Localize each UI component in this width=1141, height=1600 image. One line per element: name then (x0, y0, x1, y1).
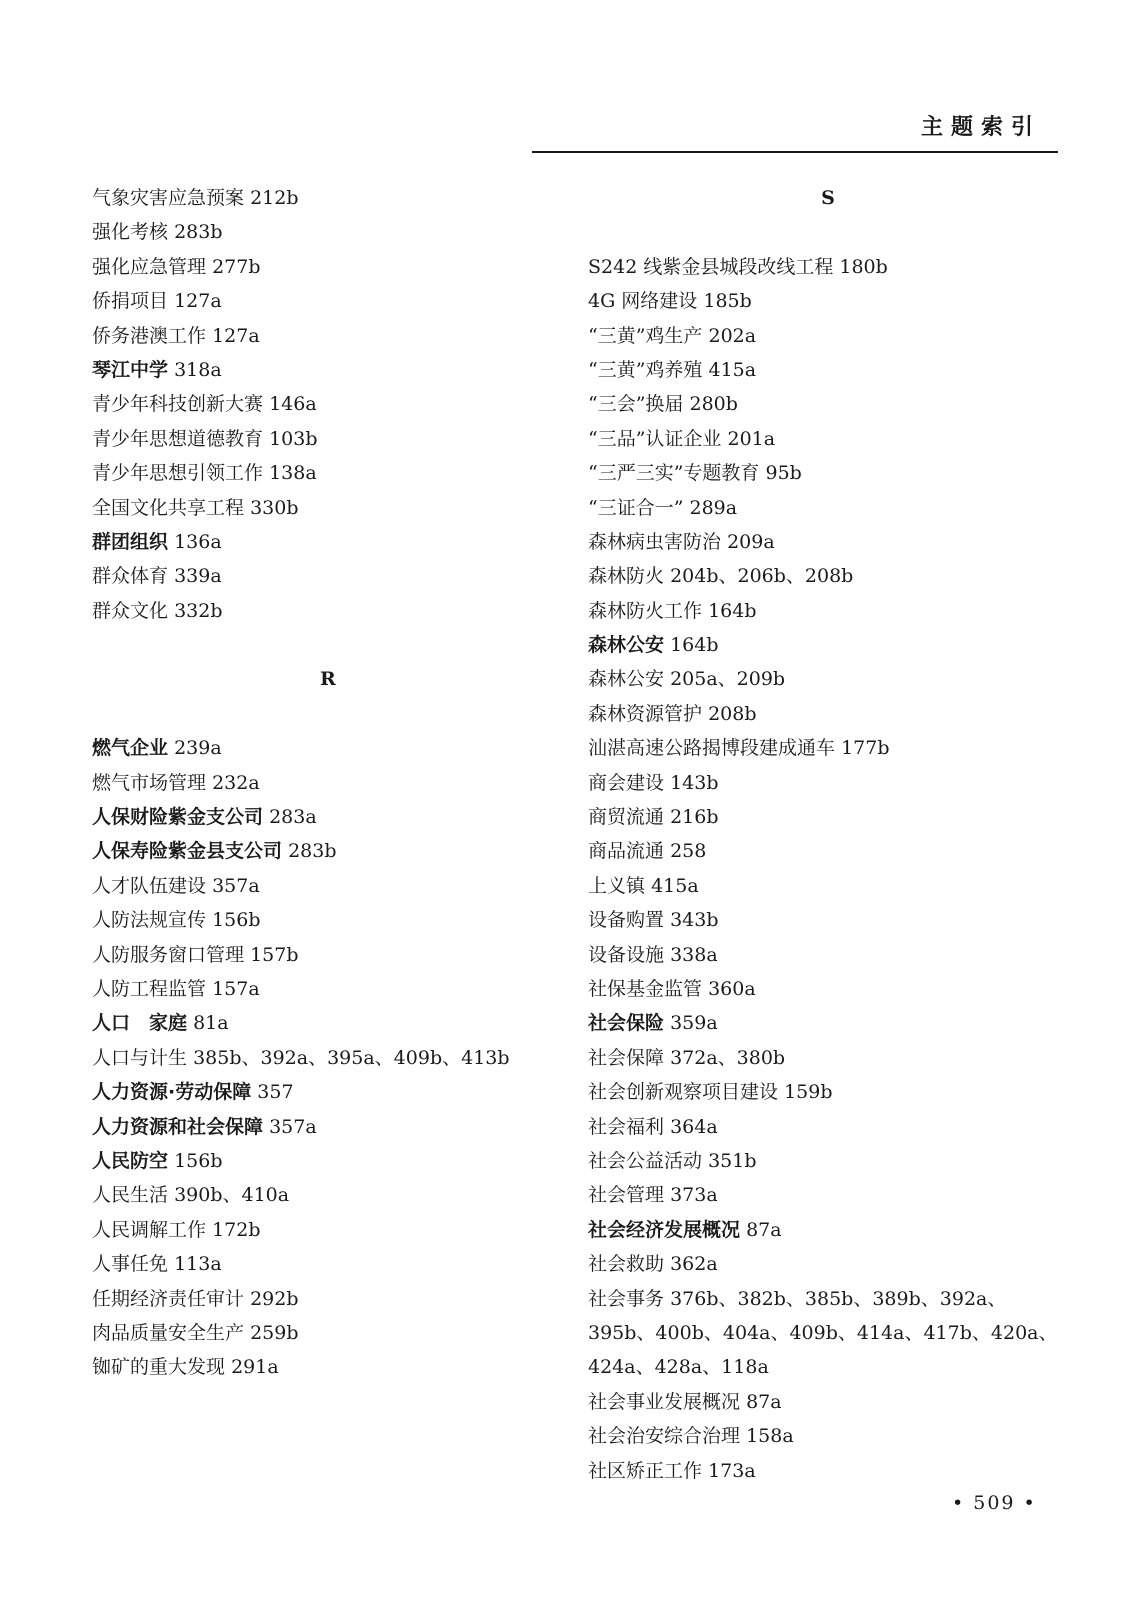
entry-page-refs: 339a (174, 565, 222, 588)
index-entry (588, 972, 1068, 1006)
entry-term: 琴江中学 (92, 358, 169, 381)
entry-page-refs: 95b (765, 462, 802, 485)
index-entry (92, 869, 532, 903)
entry-term: 人保财险紫金支公司 (92, 806, 264, 829)
entry-page-refs: 209a (727, 530, 775, 553)
entry-term: 人力资源·劳动保障 (92, 1081, 252, 1104)
entry-page-refs: 143b (670, 771, 719, 794)
index-entry (92, 353, 532, 387)
entry-term: 人事任免 (92, 1253, 169, 1276)
entry-term: 森林防火工作 (588, 599, 703, 622)
entry-term: 上义镇 (588, 874, 646, 897)
index-entry (92, 215, 532, 249)
entry-term: 森林病虫害防治 (588, 530, 722, 553)
index-entry (92, 422, 532, 456)
entry-page-refs: 277b (212, 255, 261, 278)
entry-page-refs: 258 (670, 840, 707, 863)
entry-page-refs: 127a (212, 324, 260, 347)
entry-page-refs: 103b (269, 427, 318, 450)
index-entry (588, 284, 1068, 318)
entry-term: “三严三实”专题教育 (588, 462, 760, 485)
index-entry (588, 1178, 1068, 1212)
index-entry (588, 525, 1068, 559)
entry-page-refs: 159b (784, 1081, 833, 1104)
index-entry (92, 834, 532, 868)
index-entry (588, 1041, 1068, 1075)
index-entry (588, 250, 1068, 284)
entry-page-refs: 357a (269, 1115, 317, 1138)
index-entry (92, 800, 532, 834)
entry-page-refs: 204b、206b、208b (670, 565, 854, 588)
blank-line (588, 215, 1068, 249)
section-letter: R (320, 668, 336, 691)
entry-page-refs: 81a (193, 1012, 229, 1035)
entry-page-refs: 158a (746, 1425, 794, 1448)
entry-term: “三会”换届 (588, 393, 684, 416)
running-header-title: 主题索引 (920, 115, 1041, 140)
entry-page-refs: 212b (250, 187, 299, 209)
index-entry (588, 1419, 1068, 1453)
index-entry (588, 491, 1068, 525)
index-entry (588, 1075, 1068, 1109)
index-entry (92, 1350, 532, 1384)
entry-page-refs: 343b (670, 909, 719, 932)
entry-page-refs: 372a、380b (670, 1046, 786, 1069)
entry-page-refs: 185b (703, 290, 752, 313)
entry-page-refs: 173a (708, 1459, 756, 1482)
index-entry (588, 869, 1068, 903)
entry-page-refs: 357 (257, 1081, 294, 1104)
entry-page-refs: 280b (689, 393, 738, 416)
index-entry (92, 903, 532, 937)
entry-term: 设备购置 (588, 909, 665, 932)
entry-term: 肉品质量安全生产 (92, 1321, 245, 1344)
entry-page-refs: 164b (670, 634, 719, 657)
index-entry (588, 834, 1068, 868)
entry-page-refs: 330b (250, 496, 299, 519)
index-entry (588, 319, 1068, 353)
entry-page-refs: 364a (670, 1115, 718, 1138)
entry-page-refs: 177b (841, 737, 890, 760)
entry-page-refs: 156b (212, 909, 261, 932)
entry-term: 青少年思想道德教育 (92, 427, 264, 450)
entry-term: 社会公益活动 (588, 1149, 703, 1172)
entry-page-refs: 180b (839, 255, 888, 278)
entry-page-refs: 357a (212, 874, 260, 897)
index-entry (588, 559, 1068, 593)
index-entry (92, 1075, 532, 1109)
entry-page-refs: 216b (670, 806, 719, 829)
entry-term: 铷矿的重大发现 (92, 1356, 226, 1379)
entry-term: 人保寿险紫金县支公司 (92, 840, 283, 863)
entry-page-refs: 291a (231, 1356, 279, 1379)
entry-page-refs: 146a (269, 393, 317, 416)
entry-page-refs: 390b、410a (174, 1184, 290, 1207)
entry-page-refs: 138a (269, 462, 317, 485)
entry-term: 青少年科技创新大赛 (92, 393, 264, 416)
entry-term: 侨捐项目 (92, 290, 169, 313)
entry-page-refs: 202a (708, 324, 757, 347)
entry-term: 社会事务 (588, 1287, 665, 1310)
entry-term: 群众文化 (92, 599, 169, 622)
entry-page-refs: 385b、392a、395a、409b、413b (193, 1046, 510, 1069)
index-entry (588, 387, 1068, 421)
entry-page-refs: 338a (670, 943, 718, 966)
entry-page-refs: 113a (174, 1253, 222, 1276)
index-entry (588, 628, 1068, 662)
entry-term: 设备设施 (588, 943, 665, 966)
entry-term: 人才队伍建设 (92, 874, 207, 897)
entry-page-refs: 283b (174, 221, 223, 244)
index-entry (92, 284, 532, 318)
entry-page-refs: 259b (250, 1321, 299, 1344)
entry-term: 群众体育 (92, 565, 169, 588)
entry-page-refs: 157a (212, 977, 260, 1000)
entry-term: 4G 网络建设 (588, 290, 698, 313)
entry-term: 强化考核 (92, 221, 169, 244)
entry-term: 森林资源管护 (588, 702, 703, 725)
entry-term: 森林公安 (588, 634, 665, 657)
index-entry (92, 1144, 532, 1178)
entry-page-refs: 156b (174, 1149, 223, 1172)
entry-term: 社区矫正工作 (588, 1459, 703, 1482)
index-entry (92, 594, 532, 628)
entry-page-refs: 351b (708, 1149, 757, 1172)
entry-term: 社会救助 (588, 1253, 665, 1276)
entry-term: 侨务港澳工作 (92, 324, 207, 347)
index-entry (588, 422, 1068, 456)
entry-term: 社会事业发展概况 (588, 1390, 741, 1413)
entry-page-refs: 136a (174, 530, 222, 553)
entry-page-refs: 362a (670, 1253, 718, 1276)
entry-page-refs: 208b (708, 702, 757, 725)
index-entry (92, 1178, 532, 1212)
entry-term: 全国文化共享工程 (92, 496, 245, 519)
entry-term: 人力资源和社会保障 (92, 1115, 264, 1138)
index-entry (92, 1041, 532, 1075)
entry-term: S242 线紫金县城段改线工程 (588, 255, 834, 278)
entry-page-refs: 332b (174, 599, 223, 622)
index-entry (92, 766, 532, 800)
index-entry (92, 972, 532, 1006)
index-entry (92, 250, 532, 284)
index-entry (588, 697, 1068, 731)
index-entry (92, 1247, 532, 1281)
index-entry (92, 319, 532, 353)
entry-page-refs: 87a (746, 1218, 782, 1241)
index-entry (588, 903, 1068, 937)
entry-page-refs: 283b (288, 840, 337, 863)
entry-page-refs: 157b (250, 943, 299, 966)
index-entry (588, 1006, 1068, 1040)
entry-term: 燃气市场管理 (92, 771, 207, 794)
index-entry (92, 525, 532, 559)
entry-term: 群团组织 (92, 530, 169, 553)
blank-line (92, 628, 532, 662)
entry-page-refs: 359a (670, 1012, 718, 1035)
entry-term: 社会经济发展概况 (588, 1218, 741, 1241)
index-entry (92, 1110, 532, 1144)
entry-term: 商品流通 (588, 840, 665, 863)
index-entry (588, 1385, 1068, 1419)
entry-term: “三证合一” (588, 496, 684, 519)
entry-page-refs: 318a (174, 358, 222, 381)
entry-term: 汕湛高速公路揭博段建成通车 (588, 737, 836, 760)
entry-term: 任期经济责任审计 (92, 1287, 245, 1310)
entry-term: 气象灾害应急预案 (92, 187, 245, 209)
index-entry (588, 662, 1068, 696)
entry-term: 人民调解工作 (92, 1218, 207, 1241)
entry-page-refs: 292b (250, 1287, 299, 1310)
index-entry (588, 353, 1068, 387)
section-letter: S (821, 187, 835, 209)
index-entry (92, 938, 532, 972)
index-entry (588, 938, 1068, 972)
entry-term: 人民生活 (92, 1184, 169, 1207)
entry-term: “三黄”鸡生产 (588, 324, 703, 347)
index-entry (588, 800, 1068, 834)
entry-term: 人口与计生 (92, 1046, 188, 1069)
entry-term: 强化应急管理 (92, 255, 207, 278)
entry-page-refs: 205a、209b (670, 668, 786, 691)
entry-term: “三品”认证企业 (588, 427, 722, 450)
index-entry (588, 456, 1068, 490)
index-entry (92, 456, 532, 490)
entry-term: 商会建设 (588, 771, 665, 794)
entry-page-refs: 87a (746, 1390, 782, 1413)
entry-page-refs: 373a (670, 1184, 718, 1207)
entry-term: 青少年思想引领工作 (92, 462, 264, 485)
entry-term: 社会保障 (588, 1046, 665, 1069)
header-rule (532, 151, 1058, 153)
index-entry (588, 1110, 1068, 1144)
index-entry (588, 1213, 1068, 1247)
entry-page-refs: 232a (212, 771, 260, 794)
entry-term: 社保基金监管 (588, 977, 703, 1000)
index-entry (92, 1316, 532, 1350)
index-entry (588, 1282, 1068, 1385)
entry-page-refs: 201a (727, 427, 776, 450)
entry-term: 社会管理 (588, 1184, 665, 1207)
index-column-right (588, 181, 1068, 1488)
index-entry (92, 1213, 532, 1247)
index-entry (92, 1006, 532, 1040)
index-entry (92, 559, 532, 593)
entry-term: 森林公安 (588, 668, 665, 691)
entry-term: 社会福利 (588, 1115, 665, 1138)
blank-line (92, 697, 532, 731)
index-entry (588, 1144, 1068, 1178)
entry-page-refs: 283a (269, 806, 317, 829)
entry-page-refs: 127a (174, 290, 222, 313)
entry-term: 森林防火 (588, 565, 665, 588)
entry-page-refs: 415a (708, 358, 757, 381)
entry-term: 燃气企业 (92, 737, 169, 760)
entry-page-refs: 415a (651, 874, 699, 897)
entry-page-refs: 376b、382b、385b、389b、392a、395b、400b、404a、409b、414a、417b、420a、424a、428a、118a (588, 1287, 1058, 1379)
index-entry (92, 387, 532, 421)
entry-page-refs: 289a (689, 496, 738, 519)
entry-term: 人民防空 (92, 1149, 169, 1172)
entry-term: “三黄”鸡养殖 (588, 358, 703, 381)
entry-term: 人防服务窗口管理 (92, 943, 245, 966)
index-entry (588, 1247, 1068, 1281)
index-entry (92, 731, 532, 765)
entry-term: 社会治安综合治理 (588, 1425, 741, 1448)
index-entry (588, 1454, 1068, 1488)
entry-term: 社会保险 (588, 1012, 665, 1035)
entry-term: 商贸流通 (588, 806, 665, 829)
entry-page-refs: 239a (174, 737, 222, 760)
entry-page-refs: 172b (212, 1218, 261, 1241)
index-column-left (92, 181, 532, 1385)
entry-term: 人口 家庭 (92, 1012, 188, 1035)
index-entry (92, 181, 532, 215)
index-entry (588, 766, 1068, 800)
entry-page-refs: 164b (708, 599, 757, 622)
entry-term: 人防工程监管 (92, 977, 207, 1000)
index-entry (92, 491, 532, 525)
entry-page-refs: 360a (708, 977, 756, 1000)
entry-term: 人防法规宣传 (92, 909, 207, 932)
page-number: • 509 • (952, 1492, 1037, 1514)
entry-term: 社会创新观察项目建设 (588, 1081, 779, 1104)
index-entry (92, 1282, 532, 1316)
index-entry (588, 731, 1068, 765)
index-entry (588, 594, 1068, 628)
